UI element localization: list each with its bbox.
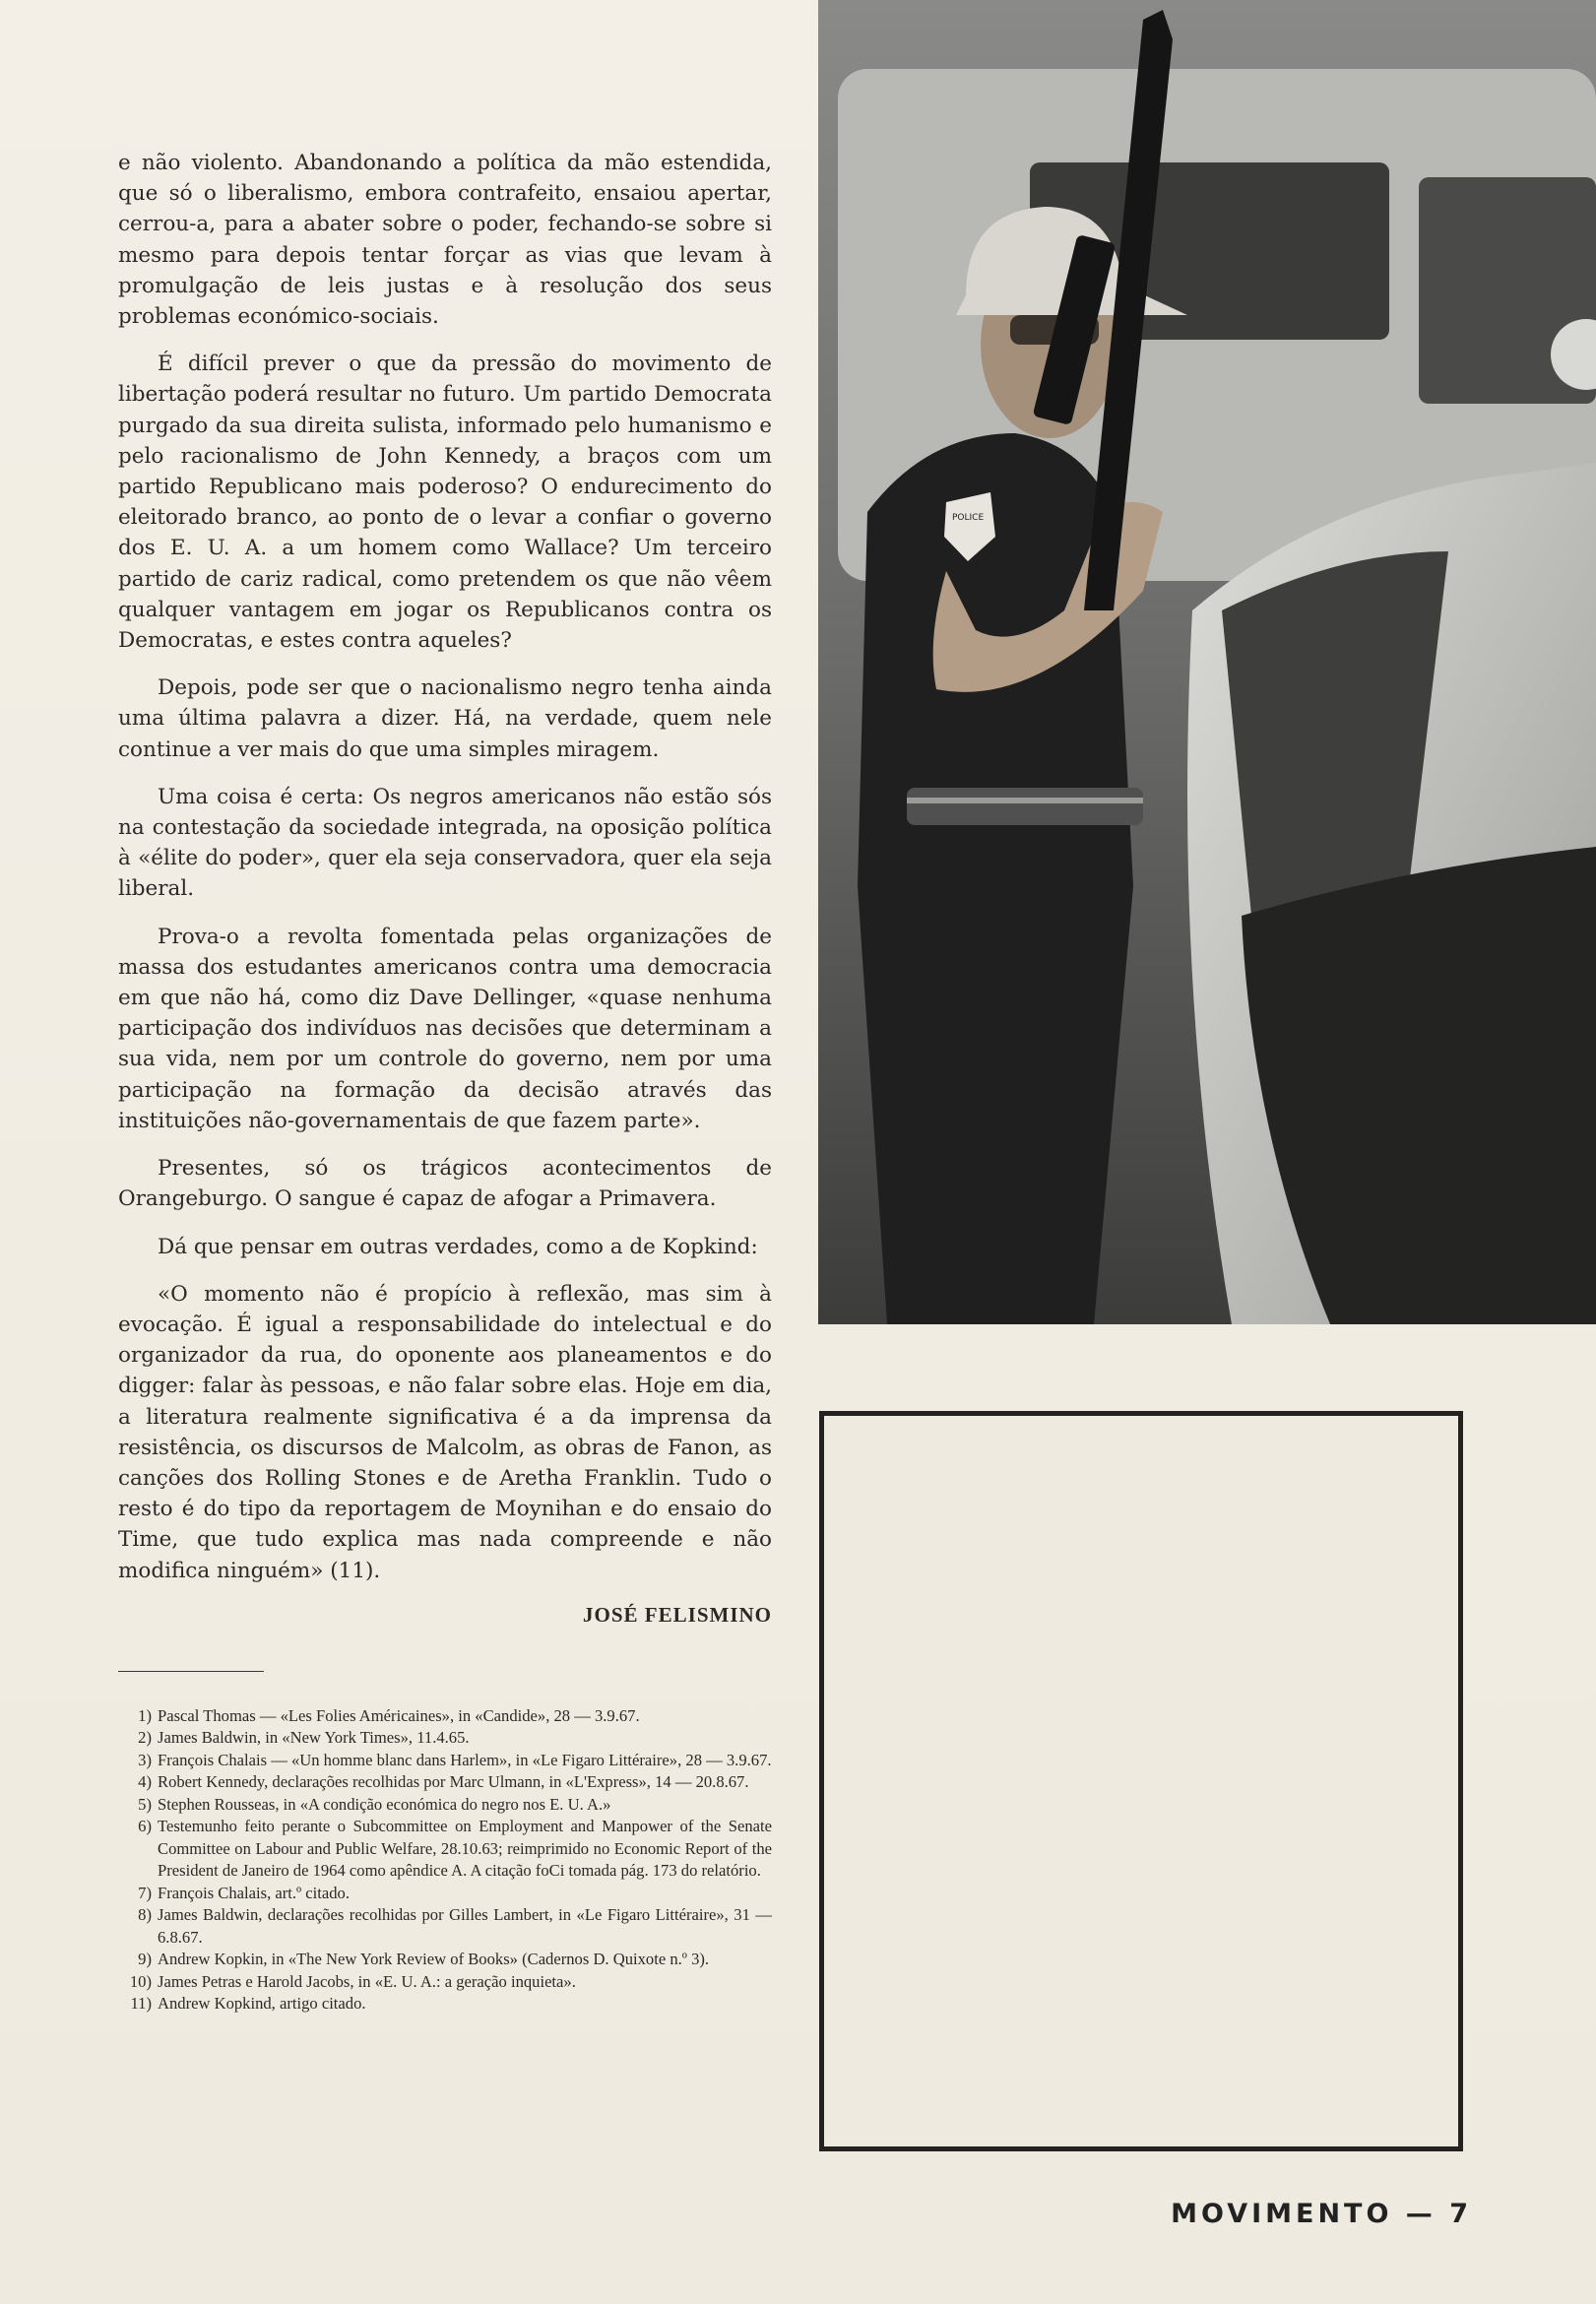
- article-paragraph-4: Uma coisa é certa: Os negros americanos não estão sós na contestação da sociedade integrada, na oposição política à «élite do poder», quer ela seja conservadora, quer ela seja liberal.: [118, 784, 772, 902]
- policeman-photo: [818, 0, 1596, 1324]
- footnote-item: 3) François Chalais — «Un homme blanc dans Harlem», in «Le Figaro Littéraire», 28 — 3.9.67.: [138, 1750, 772, 1769]
- empty-framed-box: [819, 1411, 1463, 2151]
- police-patch-text: POLICE: [952, 513, 985, 523]
- footnote-item: 9) Andrew Kopkin, in «The New York Review of Books» (Cadernos D. Quixote n.º 3).: [138, 1950, 710, 1969]
- footnote-item: 5) Stephen Rousseas, in «A condição económica do negro nos E. U. A.»: [138, 1794, 611, 1814]
- article-paragraph-6: Presentes, só os trágicos acontecimentos de Orangeburgo. O sangue é capaz de afogar a Primavera.: [118, 1156, 772, 1212]
- article-paragraph-1: e não violento. Abandonando a política da mão estendida, que só o liberalismo, embora contrafeito, ensaiou apertar, cerrou-a, para a abater sobre o poder, fechando-se sobre si mesmo para depois tentar forçar as vias que levam à promulgação de leis justas e à resolução dos seus problemas económico-sociais.: [118, 151, 772, 330]
- footnote-rule: [118, 1671, 264, 1672]
- footnote-item: 1) Pascal Thomas — «Les Folies Américaines», in «Candide», 28 — 3.9.67.: [138, 1705, 640, 1725]
- article-paragraph-3: Depois, pode ser que o nacionalismo negro tenha ainda uma última palavra a dizer. Há, na verdade, quem nele continue a ver mais do que uma simples miragem.: [118, 675, 772, 762]
- footnote-item: 7) François Chalais, art.º citado.: [138, 1883, 351, 1902]
- page-footer-folio: MOVIMENTO — 7: [1171, 2199, 1472, 2229]
- article-quote-paragraph: «O momento não é propício à reflexão, mas sim à evocação. É igual a responsabilidade do intelectual e do organizador da rua, do oponente aos planeamentos e do digger: falar às pessoas, e não falar sobre elas. Hoje em dia, a literatura realmente significativa é a da imprensa da resistência, os discursos de Malcolm, as obras de Fanon, as canções dos Rolling Stones e de Aretha Franklin. Tudo o resto é do tipo da reportagem de Moynihan e do ensaio do Time, que tudo explica mas nada compreende e não modifica ninguém» (11).: [118, 1281, 772, 1583]
- footnote-item: 2) James Baldwin, in «New York Times», 11.4.65.: [138, 1728, 470, 1748]
- article-paragraph-2: É difícil prever o que da pressão do movimento de libertação poderá resultar no futuro. Um partido Democrata purgado da sua direita sulista, informado pelo humanismo e pelo racionalismo de John Kennedy, a braços com um partido Republicano mais poderoso? O endurecimento do eleitorado branco, ao ponto de o levar a confiar o governo dos E. U. A. a um homem como Wallace? Um terceiro partido de cariz radical, como pretendem os que não vêem qualquer vantagem em jogar os Republicanos contra os Democratas, e estes contra aqueles?: [118, 352, 772, 654]
- footnote-item: 6) Testemunho feito perante o Subcommittee on Employment and Manpower of the Senate Committee on Labour and Public Welfare, 28.10.63; reimprimido no Economic Report of the President de Janeiro de 1964 como apêndice A. A citação foCi tomada pág. 173 do relatório.: [138, 1817, 772, 1881]
- footnotes-list: [118, 1705, 772, 2016]
- footnote-item: 8) James Baldwin, declarações recolhidas por Gilles Lambert, in «Le Figaro Littéraire», 31 — 6.8.67.: [138, 1905, 772, 1947]
- article-column: [118, 148, 772, 2016]
- footnote-item: 4) Robert Kennedy, declarações recolhidas por Marc Ulmann, in «L'Express», 14 — 20.8.67.: [138, 1772, 749, 1792]
- article-paragraph-7: Dá que pensar em outras verdades, como a de Kopkind:: [158, 1234, 758, 1259]
- footnote-item: 11) Andrew Kopkind, artigo citado.: [130, 1994, 366, 2014]
- photo-illustration: [818, 0, 1596, 1324]
- article-paragraph-5: Prova-o a revolta fomentada pelas organizações de massa dos estudantes americanos contra uma democracia em que não há, como diz Dave Dellinger, «quase nenhuma participação dos indivíduos nas decisões que determinam a sua vida, nem por um controle do governo, nem por uma participação na formação da decisão através das instituições não-governamentais de que fazem parte».: [118, 924, 772, 1133]
- footnote-item: 10) James Petras e Harold Jacobs, in «E. U. A.: a geração inquieta».: [129, 1971, 576, 1991]
- author-signature: JOSÉ FELISMINO: [583, 1602, 772, 1627]
